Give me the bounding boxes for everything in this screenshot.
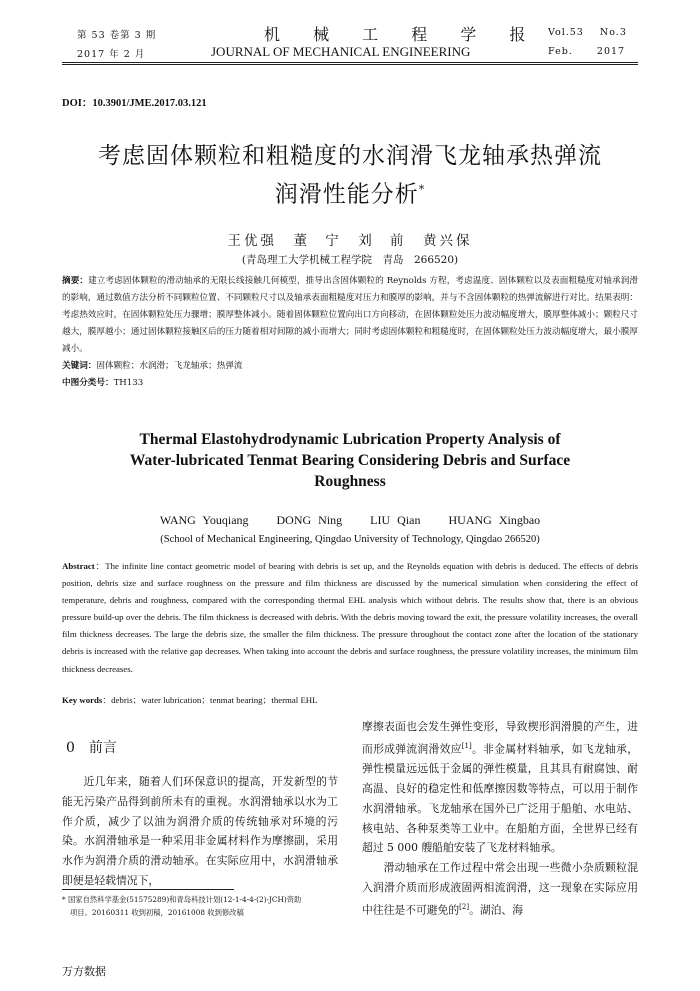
intro-paragraph-1: 近几年来，随着人们环保意识的提高，开发新型的节能无污染产品得到前所未有的重视。水润滑轴承以水为工作介质，减少了以油为润滑介质的传统轴承对环境的污染。水润滑轴承是一种采用非金属材料作为摩擦副，采用水作为润滑介质的滑动轴承。在实际应用中，水润滑轴承即便是轻载情况下， — [62, 775, 338, 887]
right-para-1b: 。非金属材料轴承，如飞龙轴承，弹性模量远远低于金属的弹性模量，且其具有耐腐蚀、耐高温、良好的稳定性和低摩擦因数等特点，可以用于制作水润滑轴承。飞龙轴承在国外已广泛用于船舶、水电站、核电站、各种泵类等工业中。在船舶方面，全世界已经有超过 5 000 艘船舶安装了飞龙材料轴承。 — [362, 742, 639, 855]
affiliation-en: (School of Mechanical Engineering, Qingdao University of Technology, Qingdao 266520) — [160, 534, 540, 545]
keywords-en-text: ：debris；water lubrication；tenmat bearing；thermal EHL — [102, 695, 318, 705]
volume-number: Vol.53 No.3 — [548, 27, 627, 38]
journal-title-en: JOURNAL OF MECHANICAL ENGINEERING — [211, 44, 471, 59]
title-cn — [62, 139, 638, 212]
footnote — [62, 893, 338, 919]
journal-title-cn: 机 械 工 程 学 报 — [264, 25, 540, 44]
intro-paragraph-1-cont — [362, 717, 638, 858]
abstract-cn-label: 摘要： — [62, 276, 89, 286]
abstract-cn-text: 建立考虑固体颗粒的滑动轴承的无限长线接触几何模型，推导出含固体颗粒的 Reynolds 方程，考虑温度、固体颗粒以及表面粗糙度对轴承润滑的影响，通过数值方法分析不同颗粒位置、不同颗粒尺寸以及轴承表面粗糙度对压力和膜厚的影响，并与不含固体颗粒的热弹流解进行对比。结果表明：考虑热效应时，在固体颗粒处压力骤增；膜厚整体减小。随着固体颗粒位置向出口方向移动，在固体颗粒处压力波动幅度增大，膜厚整体减小；颗粒尺寸越大，膜厚越小；通过固体颗粒接触区后的压力随着相对间隙的减小而增大；同时考虑固体颗粒和粗糙度时，在固体颗粒处压力波动幅度增大，最小膜厚减小。 — [62, 276, 638, 354]
month-year: Feb. 2017 — [548, 46, 626, 57]
doi: DOI：10.3901/JME.2017.03.121 — [62, 98, 207, 109]
intro-paragraph-2 — [362, 858, 638, 920]
header-rule-thin — [62, 64, 638, 65]
title-en-line-2: Water-lubricated Tenmat Bearing Considering Debris and Surface — [129, 452, 571, 469]
right-column-text — [362, 717, 638, 920]
right-para-2a: 滑动轴承在工作过程中常会出现一些微小杂质颗粒混入润滑介质而形成液固两相流润滑，这一现象在实际应用中往往是不可避免的 — [362, 861, 638, 917]
date-cn: 2017 年 2 月 — [77, 49, 146, 60]
authors-en: WANG Youqiang DONG Ning LIU Qian HUANG Xingbao — [159, 513, 541, 527]
right-para-1a: 摩擦表面也会发生弹性变形，导致楔形润滑膜的产生，进而形成弹流润滑效应 — [362, 720, 638, 756]
abstract-en — [62, 558, 638, 678]
right-para-2b: 。湖泊、海 — [469, 903, 524, 917]
watermark: 万方数据 — [62, 965, 106, 978]
keywords-cn-label: 关键词： — [62, 361, 97, 371]
left-column-text — [62, 772, 338, 891]
keywords-cn — [62, 358, 638, 375]
abstract-en-label: Abstract — [62, 561, 95, 571]
title-footnote-mark: * — [418, 183, 426, 196]
affiliation-cn: (青岛理工大学机械工程学院 青岛 266520) — [241, 254, 459, 266]
title-cn-line-2-text: 润滑性能分析 — [274, 181, 419, 208]
title-en — [62, 429, 638, 492]
abstract-en-text: ：The infinite line contact geometric model of bearing with debris is set up, and the Reynolds equation with debris is deduced. The effects of debris position, debris size and surface roughness on the pressure and film thickness are discussed by the numerical simulation when considering the effect of temperature, debris and roughness, compared with the corresponding thermal EHL analysis which without debris. The results show that, there is an obvious pressure build-up over the debris. The film thickness is decreased with debris. With the debris moving toward the exit, the pressure volatility increases, the overall film thickness decreases. The large the debris size, the smaller the film thickness. The pressure throughout the contact zone after the location of the stationary debris is increased with the relative gap decreases. When taking into account the debris and surface roughness, the pressure volatility increases, the minimum film thickness decreases. — [62, 561, 638, 674]
title-cn-line-2 — [62, 173, 638, 212]
clc-number — [62, 375, 638, 392]
issue-info-cn: 第 53 卷第 3 期 — [77, 30, 157, 41]
abstract-cn — [62, 273, 638, 358]
title-en-line-1: Thermal Elastohydrodynamic Lubrication Property Analysis of — [139, 431, 561, 448]
citation-1: [1] — [461, 741, 472, 750]
section-heading-intro: 0 前言 — [66, 740, 117, 756]
authors-cn: 王优强 董 宁 刘 前 黄兴保 — [227, 233, 473, 249]
keywords-cn-text: 固体颗粒；水润滑；飞龙轴承；热弹流 — [96, 361, 243, 371]
keywords-en — [62, 692, 638, 709]
footnote-line-2: 项目。20160311 收到初稿，20161008 收到修改稿 — [70, 908, 244, 917]
keywords-en-label: Key words — [62, 695, 103, 705]
clc-label: 中图分类号： — [62, 378, 114, 388]
citation-2: [2] — [459, 902, 470, 911]
footnote-rule — [62, 889, 234, 890]
title-en-line-3: Roughness — [314, 473, 386, 490]
title-cn-line-1: 考虑固体颗粒和粗糙度的水润滑飞龙轴承热弹流 — [98, 143, 602, 169]
footnote-line-1: * 国家自然科学基金(51575289)和青岛科技计划(12-1-4-4-(2)-JCH)资助 — [62, 895, 302, 904]
header-rule — [62, 62, 638, 63]
clc-value: TH133 — [113, 378, 144, 388]
